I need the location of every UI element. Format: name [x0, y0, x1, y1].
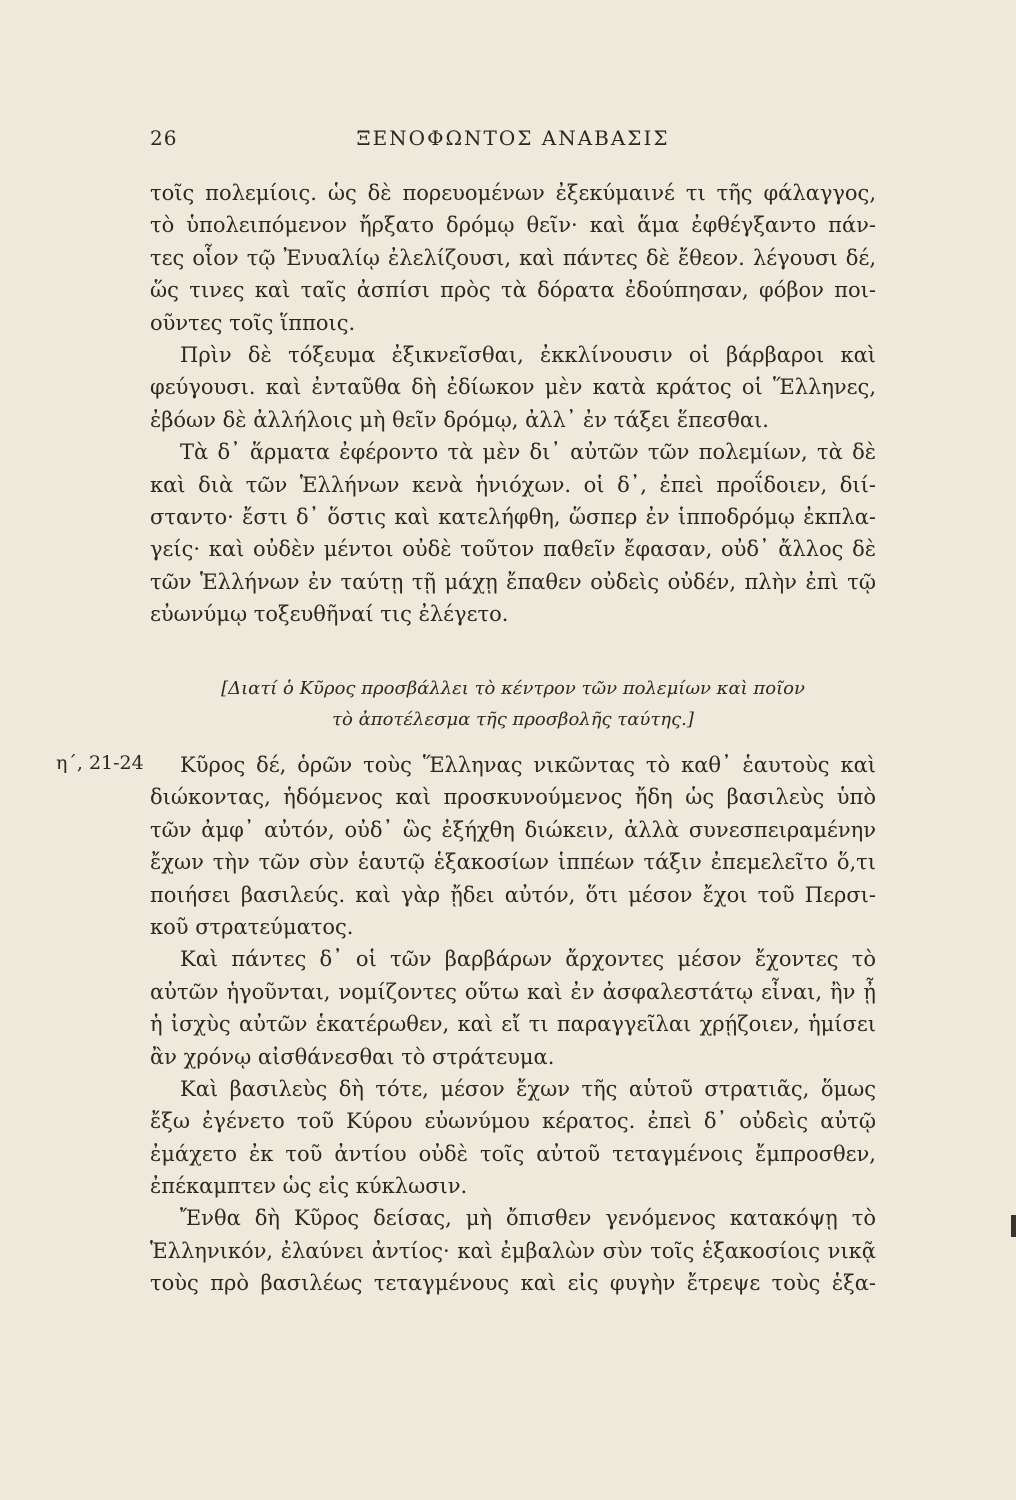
text-line: τοῖς πολεμίοις. ὡς δὲ πορευομένων ἐξεκύμαινέ τι τῆς φάλαγγος, — [150, 181, 876, 205]
text-line: τες οἷον τῷ Ἐνυαλίῳ ἐλελίζουσι, καὶ πάντες δὲ ἔθεον. λέγουσι δέ, — [150, 245, 876, 270]
text-line: διώκοντας, ἡδόμενος καὶ προσκυνούμενος ἤδη ὡς βασιλεὺς ὑπὸ — [150, 785, 876, 810]
text-line: γείς· καὶ οὐδὲν μέντοι οὐδὲ τοῦτον παθεῖν ἔφασαν, οὐδ᾽ ἄλλος δὲ — [150, 537, 876, 562]
section-heading — [150, 673, 876, 735]
marginal-reference: η΄, 21-24 — [56, 752, 144, 774]
text-line: φεύγουσι. καὶ ἐνταῦθα δὴ ἐδίωκον μὲν κατὰ κράτος οἱ Ἕλληνες, — [150, 375, 876, 400]
text-line: Κῦρος δέ, ὁρῶν τοὺς Ἕλληνας νικῶντας τὸ καθ᾽ ἑαυτοὺς καὶ — [180, 753, 876, 777]
text-line: ἔξω ἐγένετο τοῦ Κύρου εὐωνύμου κέρατος. ἐπεὶ δ᾽ οὐδεὶς αὐτῷ — [150, 1109, 876, 1134]
section-heading-line: [Διατί ὁ Κῦρος προσβάλλει τὸ κέντρον τῶν πολεμίων καὶ ποῖον — [221, 678, 805, 699]
page-edge-mark — [1011, 1215, 1016, 1237]
text-line: τὸ ὑπολειπόμενον ἤρξατο δρόμῳ θεῖν· καὶ ἅμα ἐφθέγξαντο πάν- — [150, 213, 876, 238]
text-line: ἐπέκαμπτεν ὡς εἰς κύκλωσιν. — [150, 1174, 468, 1199]
text-line: καὶ διὰ τῶν Ἑλλήνων κενὰ ἡνιόχων. οἱ δ᾽, ἐπεὶ προΐδοιεν, διί- — [150, 472, 876, 497]
page-header — [150, 126, 876, 156]
text-line: κοῦ στρατεύματος. — [150, 914, 354, 939]
text-line: ὥς τινες καὶ ταῖς ἀσπίσι πρὸς τὰ δόρατα ἐδούπησαν, φόβον ποι- — [150, 278, 876, 303]
text-line: Ἔνθα δὴ Κῦρος δείσας, μὴ ὄπισθεν γενόμενος κατακόψῃ τὸ — [180, 1206, 876, 1231]
text-line: σταντο· ἔστι δ᾽ ὅστις καὶ κατελήφθη, ὥσπερ ἐν ἱπποδρόμῳ ἐκπλα- — [150, 504, 876, 529]
text-block-1 — [150, 177, 876, 630]
running-title: ΞΕΝΟΦΩΝΤΟΣ ΑΝΑΒΑΣΙΣ — [356, 126, 670, 150]
text-line: εὐωνύμῳ τοξευθῆναί τις ἐλέγετο. — [150, 602, 509, 627]
text-line: οῦντες τοῖς ἵπποις. — [150, 310, 356, 335]
text-line: ἂν χρόνῳ αἰσθάνεσθαι τὸ στράτευμα. — [150, 1044, 555, 1069]
text-line: Καὶ βασιλεὺς δὴ τότε, μέσον ἔχων τῆς αὑτοῦ στρατιᾶς, ὅμως — [180, 1076, 876, 1101]
text-line: ποιήσει βασιλεύς. καὶ γὰρ ᾔδει αὐτόν, ὅτι μέσον ἔχοι τοῦ Περσι- — [150, 882, 876, 907]
text-line: Καὶ πάντες δ᾽ οἱ τῶν βαρβάρων ἄρχοντες μέσον ἔχοντες τὸ — [180, 947, 876, 972]
text-line: ἡ ἰσχὺς αὐτῶν ἑκατέρωθεν, καὶ εἴ τι παραγγεῖλαι χρῄζοιεν, ἡμίσει — [150, 1012, 876, 1037]
text-line: ἔχων τὴν τῶν σὺν ἑαυτῷ ἑξακοσίων ἱππέων τάξιν ἐπεμελεῖτο ὅ,τι — [150, 850, 876, 875]
section-heading-line: τὸ ἀποτέλεσμα τῆς προσβολῆς ταύτης.] — [332, 709, 694, 730]
text-line: ἐβόων δὲ ἀλλήλοις μὴ θεῖν δρόμῳ, ἀλλ᾽ ἐν τάξει ἕπεσθαι. — [150, 407, 769, 432]
text-line: τῶν Ἑλλήνων ἐν ταύτῃ τῇ μάχῃ ἔπαθεν οὐδεὶς οὐδέν, πλὴν ἐπὶ τῷ — [150, 569, 876, 594]
text-line: Πρὶν δὲ τόξευμα ἐξικνεῖσθαι, ἐκκλίνουσιν οἱ βάρβαροι καὶ — [180, 342, 876, 367]
text-line: ἐμάχετο ἐκ τοῦ ἀντίου οὐδὲ τοῖς αὐτοῦ τεταγμένοις ἔμπροσθεν, — [150, 1141, 876, 1166]
text-line: αὐτῶν ἡγοῦνται, νομίζοντες οὕτω καὶ ἐν ἀσφαλεστάτῳ εἶναι, ἢν ᾖ — [150, 979, 876, 1004]
text-block-2 — [150, 749, 876, 1300]
text-line: Ἑλληνικόν, ἐλαύνει ἀντίος· καὶ ἐμβαλὼν σὺν τοῖς ἑξακοσίοις νικᾷ — [150, 1238, 876, 1263]
page-number: 26 — [150, 126, 178, 150]
text-line: τοὺς πρὸ βασιλέως τεταγμένους καὶ εἰς φυγὴν ἔτρεψε τοὺς ἑξα- — [150, 1271, 876, 1296]
text-line: Τὰ δ᾽ ἅρματα ἐφέροντο τὰ μὲν δι᾽ αὐτῶν τῶν πολεμίων, τὰ δὲ — [180, 440, 876, 465]
text-line: τῶν ἀμφ᾽ αὐτόν, οὐδ᾽ ὣς ἐξήχθη διώκειν, ἀλλὰ συνεσπειραμένην — [150, 817, 876, 842]
